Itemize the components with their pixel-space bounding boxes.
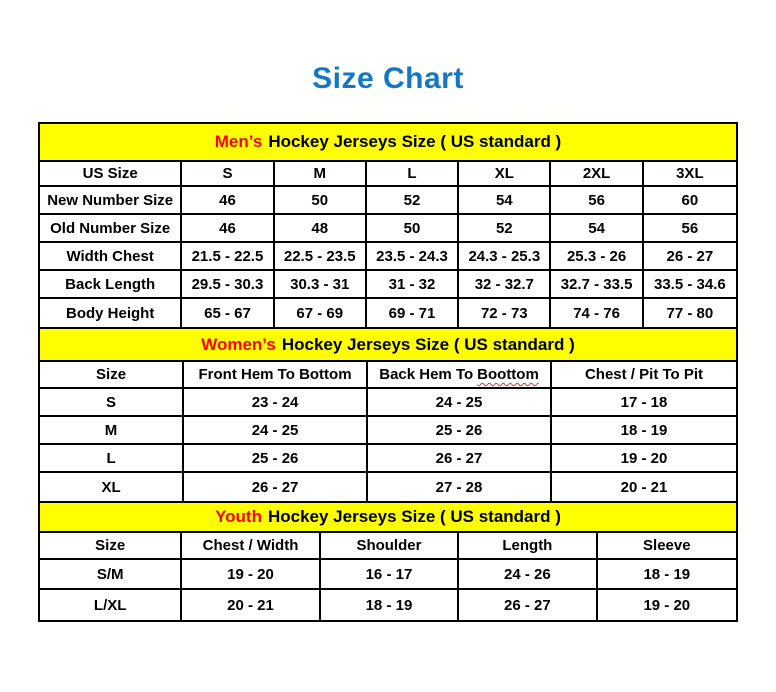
table-cell: 50 (367, 215, 459, 243)
table-cell: 19 - 20 (643, 596, 691, 614)
size-chart (38, 122, 738, 622)
row-header-cell: XL (40, 473, 184, 501)
table-cell: 31 - 32 (367, 271, 459, 299)
table-cell: 32.7 - 33.5 (551, 271, 643, 299)
table-cell: 25.3 - 26 (551, 243, 643, 271)
row-header-cell: M (40, 417, 184, 445)
column-header-cell: L (367, 162, 459, 187)
table-cell: 23.5 - 24.3 (367, 243, 459, 271)
column-header-cell: Size (40, 533, 182, 560)
column-header-cell: US Size (40, 162, 182, 187)
row-header-cell: L/XL (40, 590, 182, 620)
table-cell: 56 (644, 215, 736, 243)
mens-banner-highlight: Men’s (214, 132, 263, 151)
table-cell: 18 - 19 (321, 590, 459, 620)
table-cell: 16 - 17 (321, 560, 459, 590)
row-header-cell: S (40, 389, 184, 417)
table-cell: 19 - 20 (552, 445, 736, 473)
column-header-cell: Chest / Width (182, 533, 320, 560)
table-cell: 23 - 24 (184, 389, 368, 417)
table-cell: 26 - 27 (184, 473, 368, 501)
table-cell: 22.5 - 23.5 (275, 243, 367, 271)
table-cell: 26 - 27 (644, 243, 736, 271)
table-cell: 54 (459, 187, 551, 215)
column-header-cell: Shoulder (321, 533, 459, 560)
table-cell: 52 (367, 187, 459, 215)
table-cell: 56 (551, 187, 643, 215)
header-text: Back Hem To (379, 366, 474, 383)
table-cell: 60 (644, 187, 736, 215)
column-header-cell: S (182, 162, 274, 187)
table-cell: 65 - 67 (182, 299, 274, 327)
table-cell: 24 - 25 (184, 417, 368, 445)
womens-section-banner (40, 327, 736, 362)
column-header-cell: Front Hem To Bottom (184, 362, 368, 389)
table-cell: 25 - 26 (184, 445, 368, 473)
table-cell: 21.5 - 22.5 (182, 243, 274, 271)
row-header-cell: Old Number Size (40, 215, 182, 243)
womens-banner-text: Hockey Jerseys Size ( US standard ) (281, 334, 575, 354)
row-header-cell: L (40, 445, 184, 473)
column-header-cell: Length (459, 533, 597, 560)
column-header-cell: 2XL (551, 162, 643, 187)
youth-banner-text: Hockey Jerseys Size ( US standard ) (267, 507, 561, 526)
column-header-cell: Sleeve (598, 533, 736, 560)
table-cell: 17 - 18 (552, 389, 736, 417)
column-header-cell: XL (459, 162, 551, 187)
table-cell: 24.3 - 25.3 (459, 243, 551, 271)
table-cell: 54 (551, 215, 643, 243)
table-cell: 24 - 25 (368, 389, 552, 417)
table-cell: 50 (275, 187, 367, 215)
column-header-cell (368, 362, 552, 389)
table-cell: 46 (182, 215, 274, 243)
row-header-cell: S/M (40, 560, 182, 590)
table-cell: 46 (182, 187, 274, 215)
table-cell: 18 - 19 (598, 560, 736, 590)
table-cell: 30.3 - 31 (275, 271, 367, 299)
table-cell: 67 - 69 (275, 299, 367, 327)
youth-section-banner (40, 501, 736, 533)
table-cell: 24 - 26 (459, 560, 597, 590)
column-header-cell: Chest / Pit To Pit (552, 362, 736, 389)
womens-banner-highlight: Women’s (201, 334, 276, 354)
mens-size-table (40, 162, 736, 327)
table-cell: 18 - 19 (552, 417, 736, 445)
mens-section-banner (40, 124, 736, 162)
table-cell: 20 - 21 (182, 590, 320, 620)
table-cell: 32 - 32.7 (459, 271, 551, 299)
womens-size-table (40, 362, 736, 501)
row-header-cell: Body Height (40, 299, 182, 327)
misspelled-word: Boottom (477, 366, 539, 383)
mens-banner-text: Hockey Jerseys Size ( US standard ) (268, 132, 562, 151)
row-header-cell: New Number Size (40, 187, 182, 215)
table-cell: 29.5 - 30.3 (182, 271, 274, 299)
table-cell: 52 (459, 215, 551, 243)
table-cell: 25 - 26 (368, 417, 552, 445)
row-header-cell: Width Chest (40, 243, 182, 271)
table-cell: 26 - 27 (459, 590, 597, 620)
column-header-cell: Size (40, 362, 184, 389)
youth-size-table (40, 533, 736, 620)
column-header-cell: 3XL (644, 162, 736, 187)
table-cell: 48 (275, 215, 367, 243)
table-cell: 69 - 71 (367, 299, 459, 327)
row-header-cell: Back Length (40, 271, 182, 299)
table-cell: 33.5 - 34.6 (644, 271, 736, 299)
column-header-cell: M (275, 162, 367, 187)
youth-banner-highlight: Youth (215, 507, 262, 526)
table-cell: 20 - 21 (620, 478, 668, 496)
table-cell: 77 - 80 (666, 304, 714, 322)
table-cell: 19 - 20 (182, 560, 320, 590)
table-cell: 27 - 28 (368, 473, 552, 501)
table-cell: 74 - 76 (551, 299, 643, 327)
table-cell: 72 - 73 (459, 299, 551, 327)
page-title: Size Chart (312, 62, 464, 95)
table-cell: 26 - 27 (368, 445, 552, 473)
